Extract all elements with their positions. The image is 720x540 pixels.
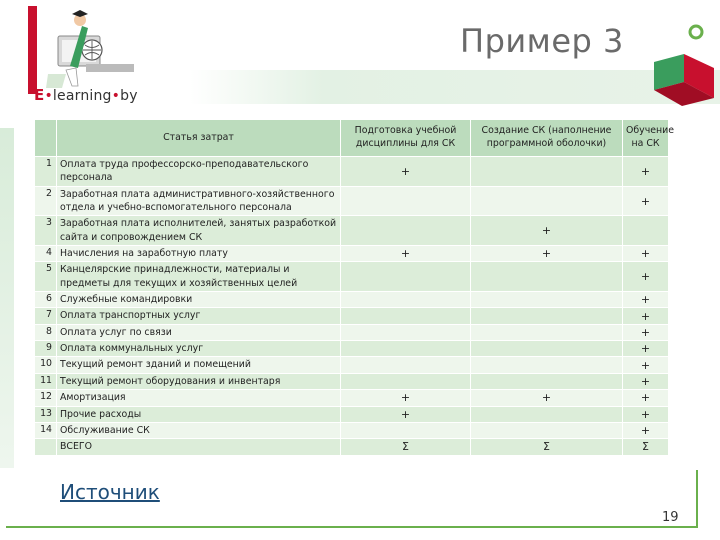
row-number: 11 [35,373,57,389]
row-number: 13 [35,406,57,422]
row-item: Текущий ремонт зданий и помещений [57,357,341,373]
row-mark-col-a [341,324,471,340]
table-row [35,157,669,187]
row-item: Прочие расходы [57,406,341,422]
row-mark-col-c: + [623,246,669,262]
page-number: 19 [662,510,679,525]
header-col-a: Подготовка учебной дисциплины для СК [341,120,471,157]
row-mark-col-c: + [623,341,669,357]
row-number: 8 [35,324,57,340]
row-number: 5 [35,262,57,292]
table-row [35,216,669,246]
row-mark-col-c: + [623,186,669,216]
table-row [35,406,669,422]
cost-table [34,119,675,456]
row-mark-col-a [341,308,471,324]
row-number: 3 [35,216,57,246]
row-mark-col-a: + [341,246,471,262]
header-item: Статья затрат [57,120,341,157]
row-mark-col-b: + [471,390,623,406]
row-mark-col-b: + [471,246,623,262]
row-mark-col-a [341,422,471,438]
row-mark-col-c: + [623,390,669,406]
table-row [35,246,669,262]
row-number: 7 [35,308,57,324]
row-item: Оплата услуг по связи [57,324,341,340]
table-row [35,439,669,455]
row-item: Амортизация [57,390,341,406]
table-row [35,324,669,340]
row-item: Начисления на заработную плату [57,246,341,262]
title-band [190,70,720,104]
row-mark-col-a [341,373,471,389]
side-band [0,128,14,468]
row-item: Заработная плата исполнителей, занятых разработкой сайта и сопровождением СК [57,216,341,246]
row-mark-col-b [471,186,623,216]
row-mark-col-a [341,216,471,246]
row-mark-col-b: + [471,216,623,246]
footer-line [6,526,696,528]
row-item: Оплата труда профессорско-преподавательского персонала [57,157,341,187]
row-mark-col-c: + [623,324,669,340]
row-item: Оплата транспортных услуг [57,308,341,324]
row-item: Текущий ремонт оборудования и инвентаря [57,373,341,389]
header-col-b: Создание СК (наполнение программной оболочки) [471,120,623,157]
row-number [35,439,57,455]
table-row [35,373,669,389]
row-number: 10 [35,357,57,373]
row-mark-col-c: Σ [623,439,669,455]
slide-title: Пример 3 [460,22,624,60]
row-item: Оплата коммунальных услуг [57,341,341,357]
row-item: Заработная плата административного-хозяйственного отдела и учебно-вспомогательного персонала [57,186,341,216]
row-mark-col-c: + [623,157,669,187]
row-mark-col-c: + [623,357,669,373]
elearning-logo-text: E•learning•by [34,86,138,104]
row-mark-col-b [471,373,623,389]
row-item: Канцелярские принадлежности, материалы и предметы для текущих и хозяйственных целей [57,262,341,292]
row-number: 2 [35,186,57,216]
table-row [35,422,669,438]
header-num [35,120,57,157]
logo-dot: • [111,88,121,104]
row-mark-col-b [471,292,623,308]
row-mark-col-c: + [623,422,669,438]
footer-vertical-line [696,470,698,528]
row-number: 9 [35,341,57,357]
row-mark-col-c: + [623,406,669,422]
row-mark-col-a: + [341,157,471,187]
row-item: ВСЕГО [57,439,341,455]
table-row [35,292,669,308]
table-row [35,357,669,373]
row-mark-col-b [471,324,623,340]
table-row [35,390,669,406]
row-mark-col-b [471,308,623,324]
row-item: Служебные командировки [57,292,341,308]
source-link[interactable]: Источник [60,480,160,504]
row-item: Обслуживание СК [57,422,341,438]
row-number: 1 [35,157,57,187]
row-mark-col-c: + [623,262,669,292]
row-mark-col-a [341,262,471,292]
row-mark-col-b [471,357,623,373]
row-mark-col-a [341,186,471,216]
row-mark-col-a [341,357,471,373]
row-number: 12 [35,390,57,406]
row-mark-col-b [471,341,623,357]
row-mark-col-c: + [623,308,669,324]
row-mark-col-b [471,422,623,438]
row-mark-col-a: Σ [341,439,471,455]
header-col-c: Обучение на СК [623,120,669,157]
row-mark-col-a [341,341,471,357]
row-mark-col-b [471,406,623,422]
decorative-cube-graphic [644,18,720,108]
row-mark-col-b [471,262,623,292]
table-row [35,262,669,292]
table-row [35,308,669,324]
row-mark-col-b [471,157,623,187]
row-mark-col-a [341,292,471,308]
row-mark-col-c: + [623,292,669,308]
row-mark-col-c [623,216,669,246]
table-header-row [35,120,669,157]
table-row [35,186,669,216]
row-number: 4 [35,246,57,262]
row-mark-col-a: + [341,406,471,422]
row-mark-col-c: + [623,373,669,389]
row-mark-col-b: Σ [471,439,623,455]
row-number: 6 [35,292,57,308]
row-mark-col-a: + [341,390,471,406]
row-number: 14 [35,422,57,438]
table-row [35,341,669,357]
